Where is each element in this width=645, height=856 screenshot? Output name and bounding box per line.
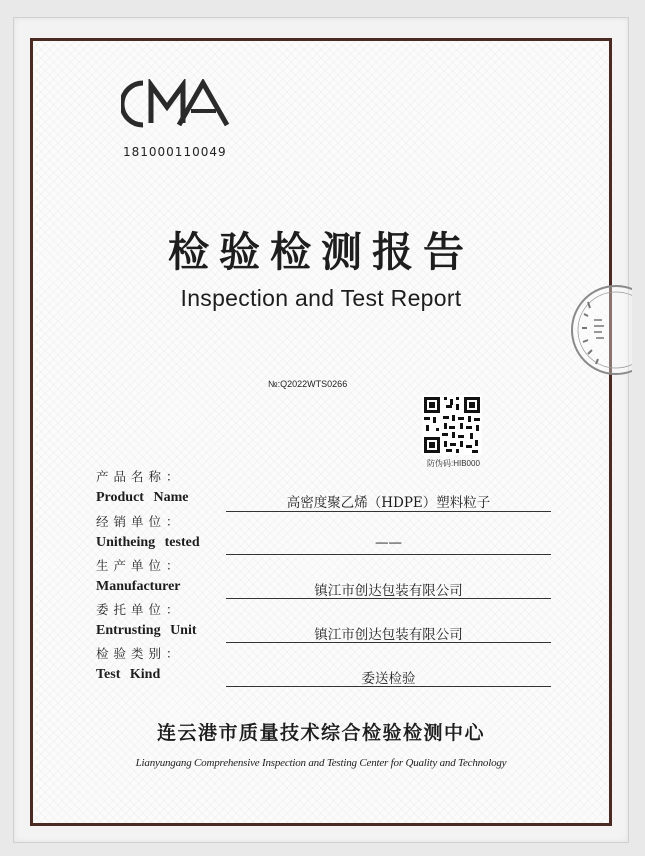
report-number: №:Q2022WTS0266	[268, 379, 348, 389]
field-label-cn-manufacturer: 生产单位：	[96, 558, 184, 573]
issuer-name-chinese: 连云港市质量技术综合检验检测中心	[156, 722, 485, 744]
report-title-english: Inspection and Test Report	[180, 285, 462, 311]
field-value-distributor: ——	[375, 535, 402, 551]
field-value-manufacturer: 镇江市创达包装有限公司	[314, 583, 463, 599]
field-underline	[226, 686, 551, 687]
field-label-cn-distributor: 经销单位：	[96, 514, 184, 529]
report-cover	[30, 38, 612, 826]
field-underline	[226, 598, 551, 599]
field-underline	[226, 642, 551, 643]
field-label-en-manufacturer: Manufacturer	[96, 579, 181, 594]
field-underline	[226, 554, 551, 555]
field-value-product-name: 高密度聚乙烯（HDPE）塑料粒子	[286, 495, 491, 511]
field-label-cn-entrusting-unit: 委托单位：	[96, 602, 184, 617]
report-title-chinese: 检验检测报告	[168, 228, 474, 276]
field-label-en-product-name: Product Name	[96, 490, 189, 505]
issuer-name-english: Lianyungang Comprehensive Inspection and Testing Center for Quality and Technology	[135, 757, 507, 769]
field-label-cn-product-name: 产品名称：	[96, 469, 184, 484]
field-label-cn-test-kind: 检验类别：	[96, 646, 184, 661]
cma-number: 181000110049	[123, 145, 227, 159]
field-label-en-distributor: Unitheing tested	[96, 535, 200, 550]
anti-counterfeit-code: 防伪码:HIB000	[427, 459, 480, 468]
field-underline	[226, 511, 551, 512]
cma-logo	[121, 79, 233, 129]
field-value-entrusting-unit: 镇江市创达包装有限公司	[314, 627, 463, 643]
field-label-en-test-kind: Test Kind	[96, 667, 161, 682]
field-value-test-kind: 委送检验	[361, 671, 416, 687]
official-seal-stamp	[568, 282, 632, 378]
qr-code	[422, 395, 482, 455]
field-label-en-entrusting-unit: Entrusting Unit	[96, 623, 197, 638]
